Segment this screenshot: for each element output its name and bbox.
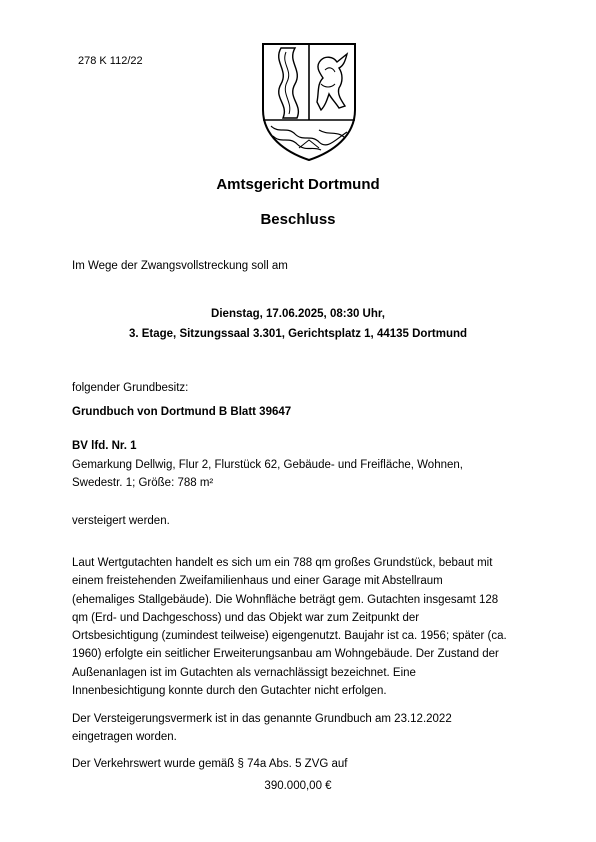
auction-statement: versteigert werden. [72,515,170,527]
document-title: Beschluss [260,211,336,228]
appraisal-line: Außenanlagen ist im Gutachten als vernachlässigt bezeichnet. Eine [72,666,416,679]
nrw-coat-of-arms-icon [259,40,359,162]
register-note-line: Der Versteigerungsvermerk ist in das genannte Grundbuch am 23.12.2022 [72,713,452,725]
appraisal-line: Ortsbesichtigung (zumindest teilweise) eigengenutzt. Baujahr ist ca. 1956; später (ca. [72,630,507,643]
market-value-statement: Der Verkehrswert wurde gemäß § 74a Abs. 5 ZVG auf [72,758,348,770]
appraisal-paragraph [72,554,542,700]
court-name: Amtsgericht Dortmund [216,176,380,193]
property-intro: folgender Grundbesitz: [72,382,189,394]
appraisal-line: einem freistehenden Zweifamilienhaus und einer Garage mit Abstellraum [72,575,443,588]
appraisal-line: (ehemaliges Stallgebäude). Die Wohnfläche beträgt gem. Gutachten insgesamt 128 [72,593,499,606]
appraisal-line: Laut Wertgutachten handelt es sich um ein 788 qm großes Grundstück, bebaut mit [72,557,493,569]
land-register: Grundbuch von Dortmund B Blatt 39647 [72,406,292,418]
property-description-line: Gemarkung Dellwig, Flur 2, Flurstück 62, Gebäude- und Freifläche, Wohnen, [72,459,463,471]
termin-date: Dienstag, 17.06.2025, 08:30 Uhr, [211,308,385,320]
case-number: 278 K 112/22 [78,55,143,67]
register-note-line: eingetragen worden. [72,731,177,743]
termin-location: 3. Etage, Sitzungssaal 3.301, Gerichtsplatz 1, 44135 Dortmund [128,328,468,340]
property-description-line: Swedestr. 1; Größe: 788 m² [72,477,214,489]
appraisal-line: Innenbesichtigung konnte durch den Gutachter nicht erfolgen. [72,685,387,698]
market-value-amount: 390.000,00 € [264,780,332,792]
intro-text: Im Wege der Zwangsvollstreckung soll am [72,260,288,272]
bv-heading: BV lfd. Nr. 1 [72,440,137,452]
appraisal-line: qm (Erd- und Dachgeschoss) und das Objekt war zum Zeitpunkt der [72,611,420,624]
appraisal-line: 1960) erfolgte ein seitlicher Erweiterungsanbau am Wohngebäude. Der Zustand der [72,648,499,661]
